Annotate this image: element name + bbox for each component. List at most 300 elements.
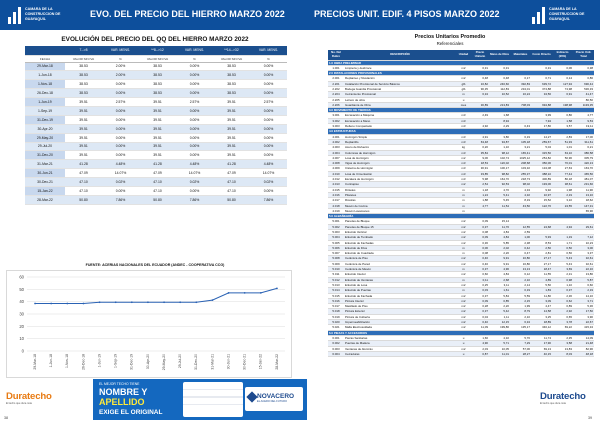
steel-subheader-cell: % — [102, 55, 139, 62]
item-value: 65,90 — [573, 208, 594, 213]
item-value: 2,38 — [510, 240, 531, 245]
item-value: 0,36 — [471, 240, 489, 245]
item-value: 8,19 — [510, 198, 531, 203]
unit-prices-subtitle: Referenciales — [436, 41, 464, 46]
item-value: m3 — [456, 171, 471, 176]
value-cell: 39.51 — [139, 98, 176, 107]
date-cell: 31-Mar-21 — [25, 160, 65, 169]
steel-table-row — [25, 133, 287, 142]
item-description: Vigas de Hormigón — [344, 161, 456, 166]
item-value: glb — [456, 81, 471, 86]
value-cell: 0.00% — [250, 115, 287, 124]
item-description: Ventanas de Aluminio — [344, 346, 456, 351]
item-value: 0,37 — [471, 224, 489, 229]
item-value: 22,16 — [573, 267, 594, 272]
data-point — [50, 303, 52, 305]
item-value: 0,37 — [471, 267, 489, 272]
item-value: 254,82 — [531, 155, 552, 160]
item-value: 98,02 — [510, 182, 531, 187]
item-value: 5,76 — [510, 335, 531, 340]
item-value: 536,33 — [573, 86, 594, 91]
item-value: 38,61 — [552, 182, 573, 187]
y-tick-label: 50 — [19, 286, 24, 292]
value-cell: 47.10 — [139, 178, 176, 187]
item-description: Enlucido de Cuadrada — [344, 251, 456, 256]
data-point — [115, 301, 117, 303]
item-code: 3.001 — [328, 113, 344, 118]
item-description: Excavación a Máquina — [344, 113, 456, 118]
item-value: 1,24 — [471, 192, 489, 197]
page-number-right: 39 — [588, 416, 592, 420]
value-cell: 47.10 — [65, 178, 102, 187]
steel-header-cell — [25, 46, 65, 55]
value-cell: 4.48% — [102, 160, 139, 169]
item-value: 165,41 — [510, 150, 531, 155]
item-value: m2 — [456, 256, 471, 261]
item-code: 5.015 — [328, 293, 344, 298]
steel-table-row — [25, 89, 287, 98]
value-cell: 41.28 — [213, 160, 250, 169]
item-code: 5.001 — [328, 219, 344, 224]
item-value: 69,22 — [552, 325, 573, 330]
value-cell: 38.53 — [213, 71, 250, 80]
item-description: Cisterna de Hormigón — [344, 166, 456, 171]
item-value: 17,80 — [531, 124, 552, 129]
item-value: kg — [456, 145, 471, 150]
item-code: 2.206 — [328, 102, 344, 107]
item-value: 1,98 — [552, 187, 573, 192]
steel-header-cell: VAR. MENS. — [102, 46, 139, 55]
item-value: 0,62 — [552, 298, 573, 303]
item-value: 98,82 — [489, 171, 510, 176]
x-tick-label: 31-Dec-19 — [129, 354, 134, 370]
item-value: 19,11 — [573, 124, 594, 129]
item-value: 2,92 — [552, 309, 573, 314]
item-value: 0,37 — [471, 309, 489, 314]
value-cell: 41.28 — [65, 160, 102, 169]
item-value: m2 — [456, 298, 471, 303]
item-value: 218,73 — [510, 177, 531, 182]
y-tick-label: 20 — [19, 323, 24, 329]
item-value: 29,61 — [573, 224, 594, 229]
data-point — [260, 292, 262, 294]
item-value: 4,96 — [489, 267, 510, 272]
item-value: 690,44 — [573, 81, 594, 86]
item-value: 1,18 — [471, 187, 489, 192]
item-code: 5.009 — [328, 261, 344, 266]
item-value: 27,63 — [552, 166, 573, 171]
item-value: 388,10 — [531, 171, 552, 176]
item-value: 16,80 — [510, 256, 531, 261]
ad-line-4: EXIGE EL ORIGINAL — [99, 409, 163, 416]
value-cell: 38.53 — [65, 80, 102, 89]
item-value: 315,50 — [531, 150, 552, 155]
item-value: 5,43 — [552, 261, 573, 266]
item-value: 43,50 — [510, 203, 531, 208]
item-description: Cerramiento Provisional — [344, 92, 456, 97]
item-value: 50,96 — [552, 155, 573, 160]
item-value: 2,59 — [510, 230, 531, 235]
item-value: m3 — [456, 150, 471, 155]
value-cell: 2.57% — [102, 98, 139, 107]
item-value: 21,48 — [573, 341, 594, 346]
item-description: Enlucido de Puertas — [344, 288, 456, 293]
item-value: 18,47 — [531, 267, 552, 272]
item-value: 2,68 — [489, 277, 510, 282]
item-value: 231,66 — [573, 182, 594, 187]
value-cell: 0.00% — [102, 115, 139, 124]
item-value: 4,77 — [471, 203, 489, 208]
item-value: 0,98 — [552, 277, 573, 282]
value-cell: 0.02% — [176, 178, 213, 187]
item-value: 0,71 — [531, 76, 552, 81]
item-code: 6.001 — [328, 335, 344, 340]
item-value: 9,06 — [471, 155, 489, 160]
item-description: Mesón Lavamanos — [344, 208, 456, 213]
value-cell: 0.00% — [250, 62, 287, 71]
section-title: 3.0 MOVIMIENTO DE TIERRAS — [328, 108, 594, 113]
item-value: 2,35 — [552, 335, 573, 340]
value-cell: 38.53 — [139, 80, 176, 89]
item-value: 3,69 — [552, 267, 573, 272]
item-value: 1,99 — [510, 304, 531, 309]
item-value: 5,71 — [489, 341, 510, 346]
item-value: m — [456, 192, 471, 197]
item-value: 22,67 — [573, 320, 594, 325]
item-value: 1,19 — [552, 235, 573, 240]
value-cell: 47.09 — [65, 169, 102, 178]
item-code: 4.019 — [328, 208, 344, 213]
item-value: 63,48 — [471, 139, 489, 144]
item-code: 4.015 — [328, 187, 344, 192]
item-description: Losa de Cimentación — [344, 171, 456, 176]
value-cell: 39.51 — [139, 106, 176, 115]
item-code: 2.001 — [328, 76, 344, 81]
units-header-cell: Indirecto (20%) — [552, 50, 573, 60]
value-cell: 39.51 — [65, 142, 102, 151]
value-cell: 0.00% — [250, 186, 287, 195]
item-description: Enlucido de Fachada — [344, 293, 456, 298]
item-value: m3 — [456, 161, 471, 166]
steel-section-title: EVOLUCIÓN DEL PRECIO DEL QQ DEL HIERRO MARZO 2022 — [61, 36, 249, 43]
steel-table-row — [25, 124, 287, 133]
item-description: Paredes de Bloque 15 — [344, 224, 456, 229]
item-value: 3,21 — [510, 145, 531, 150]
value-cell: 47.09 — [213, 169, 250, 178]
right-header-band — [300, 0, 600, 30]
item-value: 41,47 — [573, 92, 594, 97]
item-value: 2,31 — [552, 272, 573, 277]
unit-price-row — [328, 351, 594, 356]
item-value: 74,98 — [552, 86, 573, 91]
item-value: 1,01 — [552, 145, 573, 150]
item-value: 4,34 — [510, 187, 531, 192]
item-value: 10,05 — [489, 346, 510, 351]
item-value: 0,31 — [531, 65, 552, 70]
brand-name: Duratecho — [540, 391, 586, 402]
item-value: 27,17 — [531, 256, 552, 261]
chamber-logo — [8, 4, 66, 26]
item-value: m3 — [456, 124, 471, 129]
item-code: 1.001 — [328, 65, 344, 70]
item-description: Enlucido de Tumbado — [344, 235, 456, 240]
value-cell: 38.53 — [213, 80, 250, 89]
item-value: 4,84 — [489, 230, 510, 235]
item-value: 6,34 — [471, 92, 489, 97]
item-code: 4.002 — [328, 139, 344, 144]
units-header-cell: Costo Directo — [531, 50, 552, 60]
x-tick-label: 1-Jun-18 — [49, 354, 54, 368]
date-cell: 29-Jul-20 — [25, 142, 65, 151]
data-point — [99, 301, 101, 303]
item-value: 0,86 — [573, 76, 594, 81]
steel-subheader-row — [25, 55, 287, 62]
item-code: 4.007 — [328, 155, 344, 160]
value-cell: 0.00% — [102, 186, 139, 195]
item-value: 77,44 — [552, 171, 573, 176]
x-tick-label: 30-Jun-21 — [226, 354, 231, 370]
item-value: 164,70 — [489, 177, 510, 182]
value-cell: 39.51 — [65, 98, 102, 107]
x-tick-label: 15-Jan-22 — [258, 354, 263, 370]
value-cell: 38.53 — [213, 62, 250, 71]
item-value: 994,88 — [531, 102, 552, 107]
item-description: Enlucido de Fachadas — [344, 240, 456, 245]
item-description: Acero de Refuerzo — [344, 145, 456, 150]
item-value: 0,08 — [471, 230, 489, 235]
item-value: 6,34 — [510, 320, 531, 325]
y-tick-label: 40 — [19, 299, 24, 305]
item-value: 10,97 — [531, 192, 552, 197]
item-value: m — [456, 251, 471, 256]
item-value: 57,06 — [510, 346, 531, 351]
item-description: Bodega Guardia Provisional — [344, 86, 456, 91]
item-value: 11,76 — [489, 224, 510, 229]
item-value: 0,04 — [471, 314, 489, 319]
item-value: 4,94 — [552, 224, 573, 229]
item-value: 90,35 — [471, 86, 489, 91]
value-cell: 0.00% — [102, 89, 139, 98]
item-code: 3.003 — [328, 124, 344, 129]
date-cell: 31-Dec-20 — [25, 151, 65, 160]
item-value: m3 — [456, 166, 471, 171]
item-value: 4,91 — [471, 134, 489, 139]
value-cell: 2.57% — [176, 98, 213, 107]
item-value: 415,34 — [573, 325, 594, 330]
item-value: 1,61 — [489, 288, 510, 293]
item-value: 0,85 — [489, 298, 510, 303]
item-code: 5.011 — [328, 272, 344, 277]
data-point — [228, 292, 230, 294]
item-value: 4,90 — [471, 341, 489, 346]
item-description: Pintura Exterior — [344, 309, 456, 314]
data-point — [244, 292, 246, 294]
item-value: 14,27 — [531, 134, 552, 139]
section-title: 4.0 ESTRUCTURAS — [328, 129, 594, 134]
item-value: 3,25 — [531, 314, 552, 319]
item-value: m — [456, 187, 471, 192]
item-value: 11,09 — [471, 325, 489, 330]
value-cell: 39.51 — [139, 151, 176, 160]
item-value: 63,10 — [552, 150, 573, 155]
partner-tagline: EL ACERO DEL FUTURO — [257, 400, 288, 403]
left-header-title: EVO. DEL PRECIO DEL HIERRO MARZO 2022 — [90, 9, 285, 19]
item-description: Cerámica de Piso — [344, 256, 456, 261]
item-description: Puertas de Madera — [344, 341, 456, 346]
item-value: 400,89 — [531, 177, 552, 182]
item-value: 17,00 — [573, 134, 594, 139]
item-value: 0,06 — [552, 65, 573, 70]
item-value: 32,61 — [573, 261, 594, 266]
item-value: 208,68 — [510, 161, 531, 166]
building-icon — [8, 6, 22, 24]
item-value: 246,60 — [489, 81, 510, 86]
roof-panel-image — [183, 382, 243, 417]
item-description: Enlucido de Ventanas — [344, 277, 456, 282]
x-tick-label: 31-Dec-20 — [194, 354, 199, 370]
item-value: 34,56 — [531, 92, 552, 97]
brand-tagline: El techo que dura más — [6, 402, 32, 405]
item-value: m2 — [456, 155, 471, 160]
steel-table-row — [25, 195, 287, 204]
value-cell: 39.51 — [65, 151, 102, 160]
value-cell: 39.51 — [213, 124, 250, 133]
item-value: m2 — [456, 304, 471, 309]
item-value: 9,91 — [489, 261, 510, 266]
item-value: m3 — [456, 113, 471, 118]
date-cell: 26-Dec-18 — [25, 89, 65, 98]
item-value: 9,53 — [573, 118, 594, 123]
item-value: m2 — [456, 230, 471, 235]
value-cell: 47.09 — [139, 169, 176, 178]
item-value: 1193,35 — [573, 102, 594, 107]
steel-table-row — [25, 186, 287, 195]
units-header-cell: Unidad — [456, 50, 471, 60]
item-code: 5.016 — [328, 298, 344, 303]
item-value: 80,50 — [573, 97, 594, 102]
x-tick-label: 29-May-20 — [161, 354, 166, 371]
steel-subheader-cell: FECHA — [25, 55, 65, 62]
item-value: 0,03 — [471, 288, 489, 293]
item-value: m3 — [456, 139, 471, 144]
item-code: 5.007 — [328, 251, 344, 256]
item-value: u — [456, 341, 471, 346]
value-cell: 47.10 — [65, 186, 102, 195]
ad-line-1: EL MEJOR TECHO TIENE — [99, 382, 140, 386]
item-description: Enlucido Interior — [344, 272, 456, 277]
item-value: 4,32 — [510, 192, 531, 197]
steel-table-row — [25, 80, 287, 89]
item-description: Pintura de Cubierta — [344, 314, 456, 319]
item-code: 5.012 — [328, 277, 344, 282]
value-cell: 2.57% — [250, 98, 287, 107]
item-value: 2,50 — [531, 245, 552, 250]
item-value: 0,48 — [489, 76, 510, 81]
item-value: 0,87 — [471, 351, 489, 356]
value-cell: 2.00% — [102, 62, 139, 71]
novacero-ad-banner[interactable] — [93, 379, 307, 420]
item-value: 13,16 — [573, 192, 594, 197]
value-cell: 0.00% — [250, 89, 287, 98]
item-value: 69,13 — [531, 346, 552, 351]
steel-subheader-cell: % — [176, 55, 213, 62]
date-cell: 28-Mar-22 — [25, 195, 65, 204]
item-description: Letrero de obra — [344, 97, 456, 102]
item-value: m — [456, 208, 471, 213]
item-code: 2.204 — [328, 92, 344, 97]
value-cell: 0.00% — [176, 71, 213, 80]
item-value: 0,25 — [471, 282, 489, 287]
steel-price-chart — [6, 270, 292, 378]
item-value: 465,56 — [573, 171, 594, 176]
item-value: 134,08 — [531, 166, 552, 171]
item-value: 10,23 — [573, 240, 594, 245]
item-code: 4.010 — [328, 171, 344, 176]
item-value: 103,32 — [510, 166, 531, 171]
right-footer — [300, 378, 600, 424]
item-value: 213,83 — [489, 102, 510, 107]
steel-table-row — [25, 115, 287, 124]
data-point — [195, 301, 197, 303]
y-tick-label: 60 — [19, 274, 24, 280]
item-value: 4,77 — [573, 113, 594, 118]
section-title: 1.0 OBRA PRELIMINAR — [328, 60, 594, 65]
value-cell: 38.53 — [139, 62, 176, 71]
value-cell: 50.80 — [213, 195, 250, 204]
y-tick-label: 10 — [19, 336, 24, 342]
item-description: Impermeabilización — [344, 320, 456, 325]
item-value: 5,36 — [573, 304, 594, 309]
item-code: 4.004 — [328, 150, 344, 155]
item-value: 4,84 — [489, 235, 510, 240]
value-cell: 0.00% — [102, 106, 139, 115]
value-cell: 0.00% — [250, 142, 287, 151]
item-code: 4.012 — [328, 177, 344, 182]
x-tick-label: 26-Dec-18 — [81, 354, 86, 370]
data-point — [34, 303, 36, 305]
item-code: 2.201 — [328, 81, 344, 86]
item-value: 6,91 — [552, 92, 573, 97]
item-value: 2,10 — [510, 314, 531, 319]
value-cell: 0.00% — [250, 71, 287, 80]
item-value: 33,85 — [471, 171, 489, 176]
item-value: 392,83 — [510, 81, 531, 86]
item-value: 24,55 — [552, 203, 573, 208]
item-value: 1,10 — [489, 145, 510, 150]
item-value: 127,94 — [552, 81, 573, 86]
item-code: 6.002 — [328, 341, 344, 346]
item-code: 5.003 — [328, 230, 344, 235]
units-header-cell: Precio Unit. Total — [573, 50, 594, 60]
value-cell: 38.53 — [65, 89, 102, 98]
chamber-logo-right — [532, 4, 590, 26]
item-description: Guardianía de Obra — [344, 102, 456, 107]
item-value: 70,01 — [552, 161, 573, 166]
item-value: 2,81 — [531, 251, 552, 256]
duratecho-logo-right — [540, 391, 600, 405]
item-value: 199,86 — [489, 325, 510, 330]
value-cell: 4.48% — [250, 160, 287, 169]
ad-line-2: NOMBRE Y — [99, 387, 148, 397]
item-value: 11,01 — [489, 351, 510, 356]
item-value: 3,09 — [531, 298, 552, 303]
value-cell: 41.28 — [139, 160, 176, 169]
value-cell: 4.48% — [176, 160, 213, 169]
item-value: 16,80 — [510, 261, 531, 266]
item-value: 1,00 — [510, 235, 531, 240]
item-value: 0,11 — [471, 277, 489, 282]
item-value: m2 — [456, 65, 471, 70]
